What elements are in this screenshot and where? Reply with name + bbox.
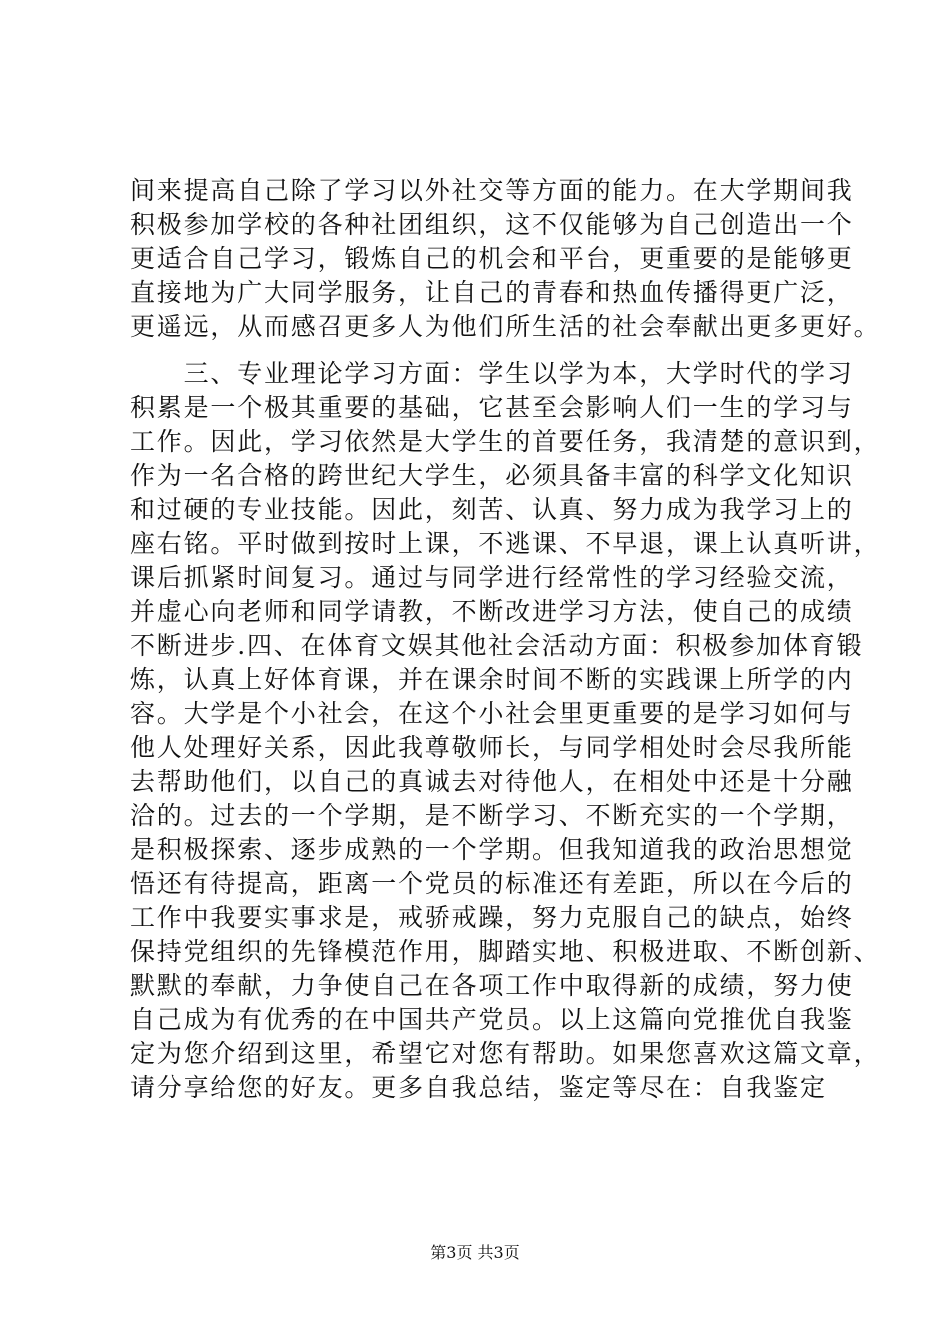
paragraph-2-line: 工作。因此，学习依然是大学生的首要任务，我清楚的意识到， [130, 427, 881, 456]
paragraph-2-line: 和过硬的专业技能。因此，刻苦、认真、努力成为我学习上的 [130, 495, 854, 524]
paragraph-2-line: 容。大学是个小社会，在这个小社会里更重要的是学习如何与 [130, 699, 854, 728]
paragraph-2-line: 请分享给您的好友。更多自我总结，鉴定等尽在：自我鉴定 [130, 1073, 827, 1102]
paragraph-2-line: 他人处理好关系，因此我尊敬师长，与同学相处时会尽我所能 [130, 733, 854, 762]
paragraph-2-line: 是积极探索、逐步成熟的一个学期。但我知道我的政治思想觉 [130, 835, 854, 864]
paragraph-2-line: 座右铭。平时做到按时上课，不逃课、不早退，课上认真听讲， [130, 529, 881, 558]
paragraph-2-line: 默默的奉献，力争使自己在各项工作中取得新的成绩，努力使 [130, 971, 854, 1000]
paragraph-2-line: 并虚心向老师和同学请教，不断改进学习方法，使自己的成绩 [130, 597, 854, 626]
paragraph-2-line: 定为您介绍到这里，希望它对您有帮助。如果您喜欢这篇文章， [130, 1039, 881, 1068]
paragraph-2-line: 保持党组织的先锋模范作用，脚踏实地、积极进取、不断创新、 [130, 937, 881, 966]
paragraph-2-line: 炼，认真上好体育课，并在课余时间不断的实践课上所学的内 [130, 665, 854, 694]
paragraph-2-line: 课后抓紧时间复习。通过与同学进行经常性的学习经验交流， [130, 563, 854, 592]
paragraph-2-line: 自己成为有优秀的在中国共产党员。以上这篇向党推优自我鉴 [130, 1005, 854, 1034]
paragraph-2-line: 三、专业理论学习方面：学生以学为本，大学时代的学习 [130, 359, 854, 388]
paragraph-2-line: 工作中我要实事求是，戒骄戒躁，努力克服自己的缺点，始终 [130, 903, 854, 932]
paragraph-1-line: 更适合自己学习，锻炼自己的机会和平台，更重要的是能够更 [130, 244, 854, 273]
page-number-footer: 第3页 共3页 [430, 1243, 520, 1262]
paragraph-2-line: 悟还有待提高，距离一个党员的标准还有差距，所以在今后的 [130, 869, 854, 898]
paragraph-1-line: 直接地为广大同学服务，让自己的青春和热血传播得更广泛， [130, 278, 854, 307]
paragraph-2-line: 去帮助他们，以自己的真诚去对待他人，在相处中还是十分融 [130, 767, 854, 796]
paragraph-2-line: 作为一名合格的跨世纪大学生，必须具备丰富的科学文化知识 [130, 461, 854, 490]
paragraph-1-line: 间来提高自己除了学习以外社交等方面的能力。在大学期间我 [130, 176, 854, 205]
paragraph-1-line: 更遥远，从而感召更多人为他们所生活的社会奉献出更多更好。 [130, 312, 881, 341]
paragraph-1-line: 积极参加学校的各种社团组织，这不仅能够为自己创造出一个 [130, 210, 854, 239]
paragraph-2-line: 不断进步.四、在体育文娱其他社会活动方面：积极参加体育锻 [130, 631, 864, 660]
paragraph-2-line: 积累是一个极其重要的基础，它甚至会影响人们一生的学习与 [130, 393, 854, 422]
paragraph-2-line: 洽的。过去的一个学期，是不断学习、不断充实的一个学期， [130, 801, 854, 830]
